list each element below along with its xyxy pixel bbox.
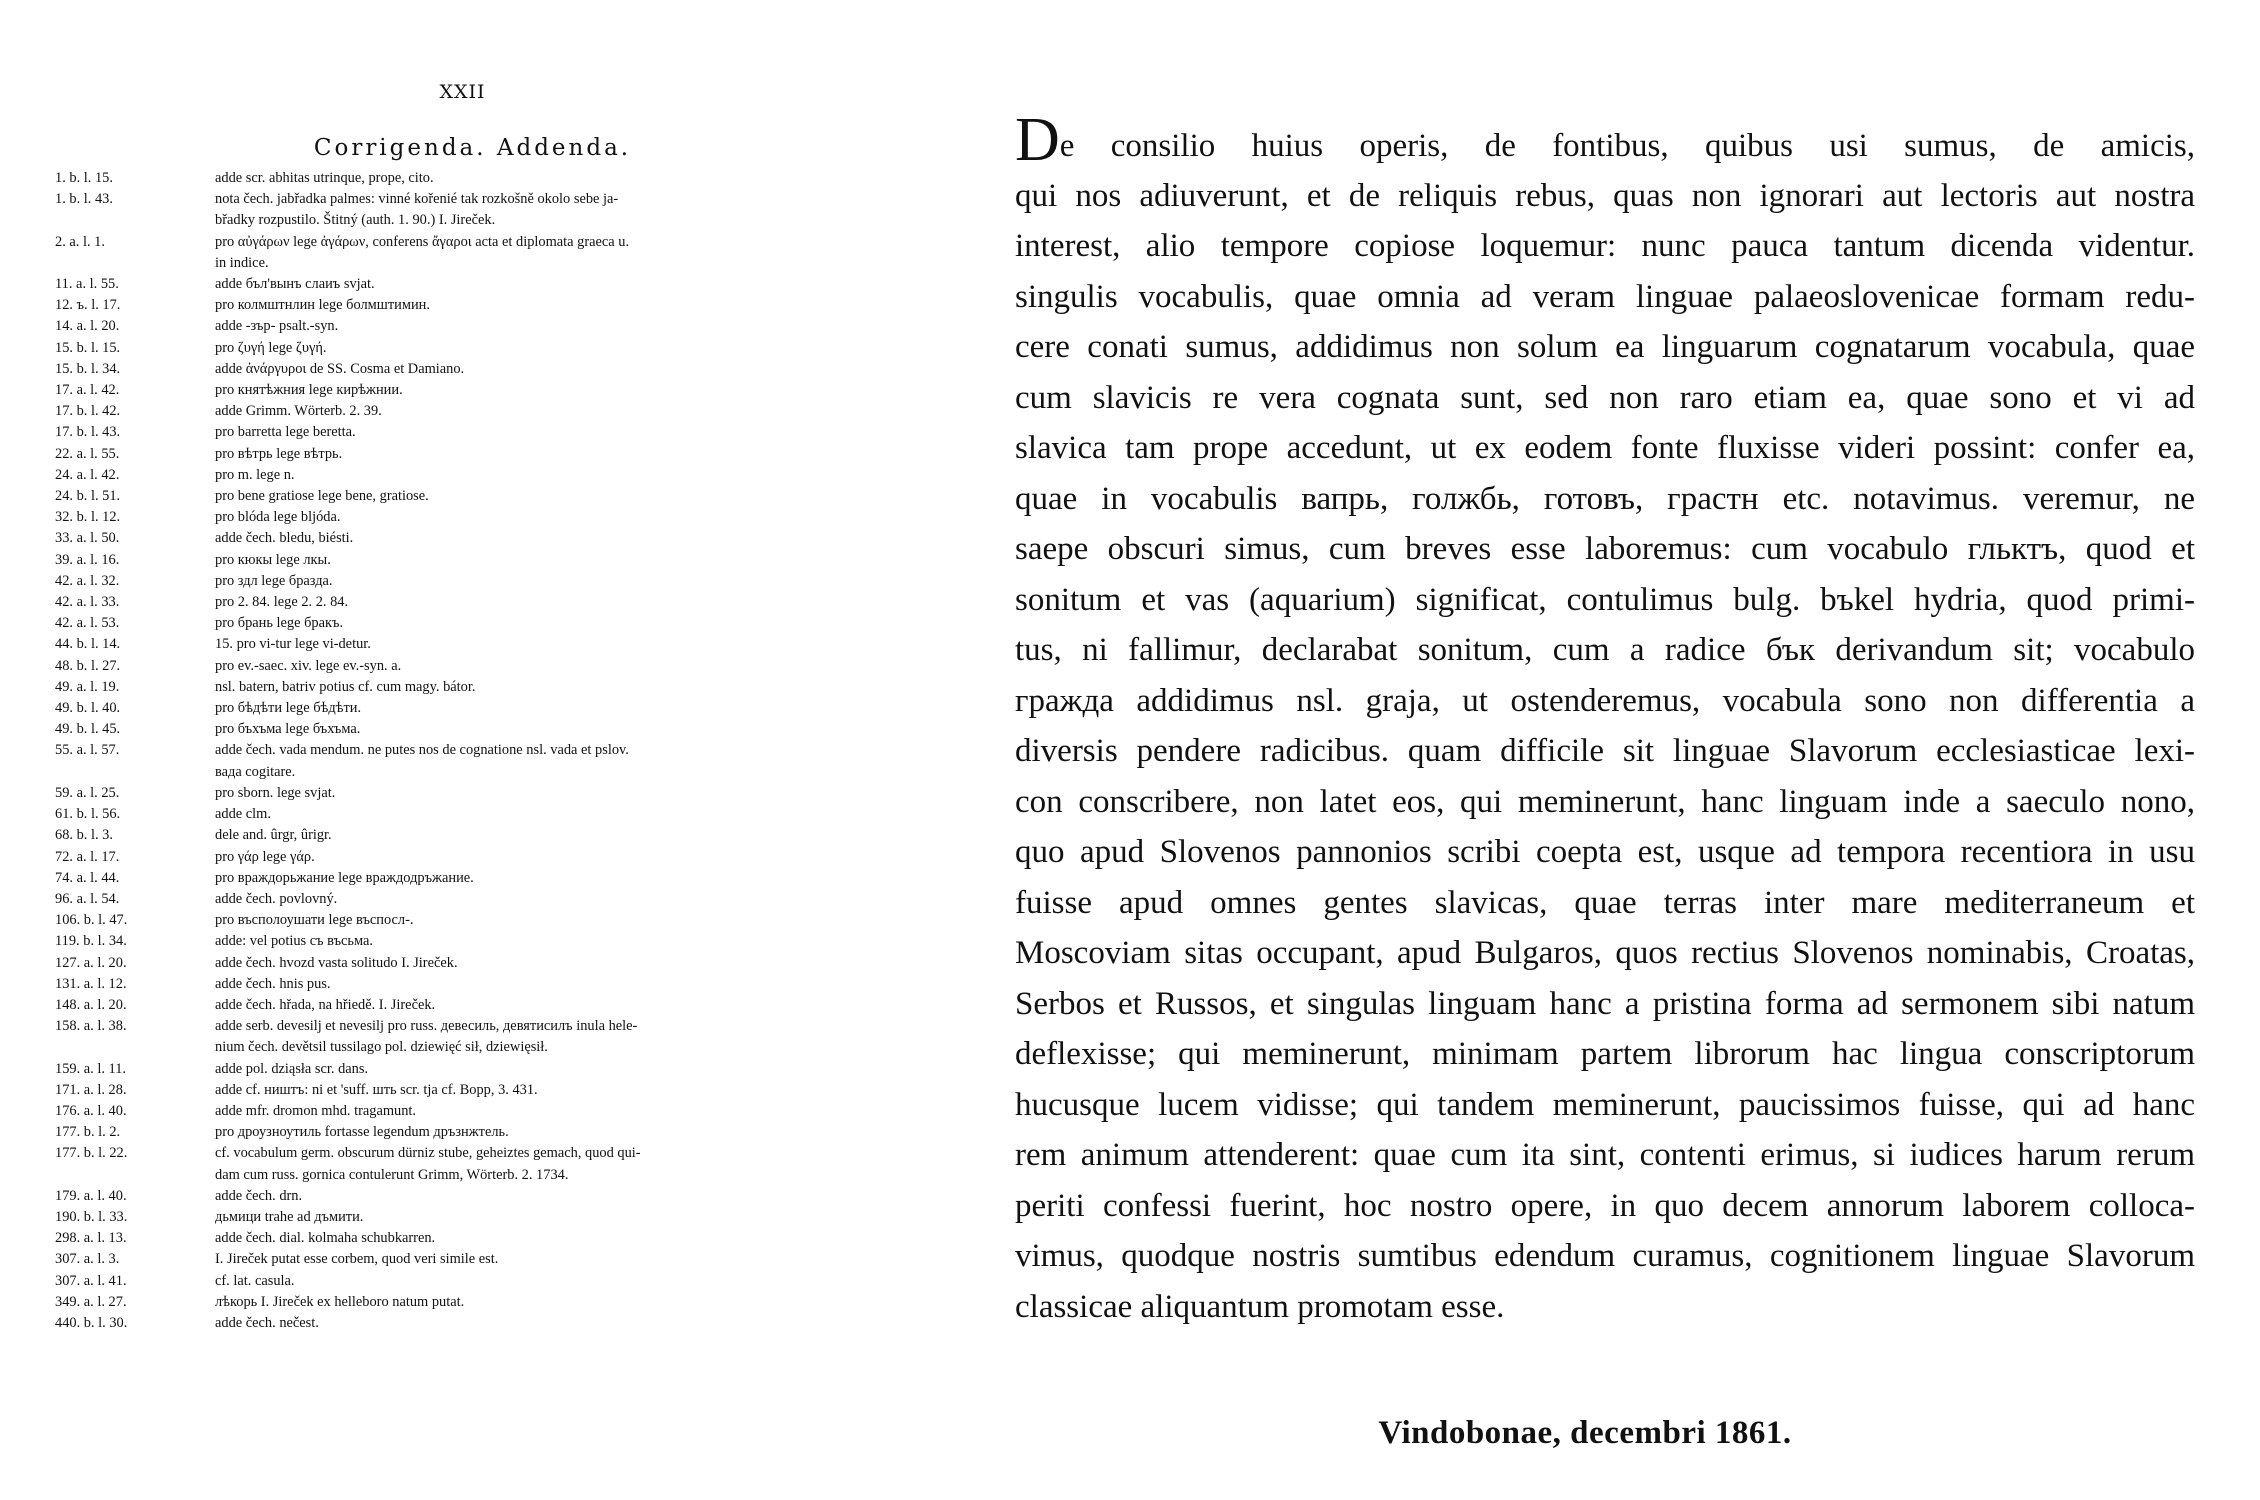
corrigenda-entry <box>55 274 930 295</box>
preface-line <box>1015 423 2195 474</box>
preface-line <box>1015 106 2195 174</box>
entry-text: pro ev.-saec. xiv. lege ev.-syn. a. <box>215 657 402 674</box>
entry-reference: 12. ъ. l. 17. <box>55 297 121 314</box>
entry-reference: 148. a. l. 20. <box>55 996 127 1013</box>
corrigenda-entry <box>55 995 930 1016</box>
corrigenda-entry <box>55 465 930 486</box>
entry-text: дьмици trahe ad дъмити. <box>215 1208 364 1225</box>
entry-text: pro bene gratiose lege bene, gratiose. <box>215 488 429 505</box>
entry-reference: 177. b. l. 2. <box>55 1124 121 1141</box>
entry-reference: 1. b. l. 15. <box>55 170 113 186</box>
entry-text: cf. lat. casula. <box>215 1272 295 1289</box>
preface-line-text: slavica tam prope accedunt, ut ex eodem fonte fluxisse videri possint: confer ea, <box>1015 430 2195 466</box>
corrigenda-entry <box>55 592 930 613</box>
corrigenda-entry <box>55 1016 930 1037</box>
corrigenda-entry <box>55 1271 930 1292</box>
preface-line <box>1015 373 2195 424</box>
entry-text: pro barretta lege beretta. <box>215 424 356 441</box>
corrigenda-entry <box>55 1122 930 1143</box>
preface-line-text: singulis vocabulis, quae omnia ad veram linguae palaeoslovenicae formam redu- <box>1015 278 2195 315</box>
entry-reference: 119. b. l. 34. <box>55 933 127 950</box>
preface-line <box>1015 1080 2195 1131</box>
preface-line-text: classicae aliquantum promotam esse. <box>1015 1288 1505 1325</box>
entry-text: pro княтѣжния lege кирѣжнии. <box>215 382 403 399</box>
entry-reference: 22. a. l. 55. <box>55 445 120 462</box>
entry-reference: 17. b. l. 42. <box>55 403 121 420</box>
entry-text: nota čech. jabřadka palmes: vinné kořenié tak rozkošně okolo sebe ja- <box>215 191 619 208</box>
corrigenda-entry <box>55 953 930 974</box>
corrigenda-entry <box>55 295 930 316</box>
corrigenda-entry <box>55 634 930 655</box>
entry-reference: 33. a. l. 50. <box>55 530 120 547</box>
entry-reference: 131. a. l. 12. <box>55 975 127 992</box>
entry-reference: 59. a. l. 25. <box>55 784 120 801</box>
preface-line <box>1015 1029 2195 1080</box>
entry-text: pro вѣтрь lege вѣтрь. <box>215 445 343 462</box>
entry-text: pro брань lege бракъ. <box>215 615 344 632</box>
entry-reference: 2. a. l. 1. <box>55 233 105 250</box>
entry-reference: 32. b. l. 12. <box>55 509 121 526</box>
left-page <box>55 78 930 1478</box>
corrigenda-entry <box>55 847 930 868</box>
entry-text: pro sborn. lege svjat. <box>215 784 336 801</box>
entry-text: adde mfr. dromon mhd. tragamunt. <box>215 1102 417 1119</box>
entry-text: вада cogitare. <box>215 763 296 780</box>
corrigenda-list <box>55 168 930 1334</box>
entry-reference: 159. a. l. 11. <box>55 1060 127 1077</box>
entry-text: adde Grimm. Wörterb. 2. 39. <box>215 403 382 420</box>
corrigenda-entry <box>55 1059 930 1080</box>
entry-reference: 11. a. l. 55. <box>55 276 119 293</box>
entry-reference <box>55 210 215 231</box>
entry-text: adde čech. povlovný. <box>215 890 338 907</box>
corrigenda-entry <box>55 1186 930 1207</box>
entry-reference: 17. b. l. 43. <box>55 424 121 441</box>
entry-text: pro 2. 84. lege 2. 2. 84. <box>215 594 349 611</box>
entry-reference: 42. a. l. 32. <box>55 572 120 589</box>
corrigenda-entry <box>55 444 930 465</box>
preface-line <box>1015 1181 2195 1232</box>
entry-text: adde čech. dial. kolmaha schubkarren. <box>215 1230 436 1247</box>
entry-reference: 74. a. l. 44. <box>55 869 120 886</box>
entry-text: adde ἀνάργυροι de SS. Cosma et Damiano. <box>215 360 465 377</box>
entry-text: adde čech. vada mendum. ne putes nos de cognatione nsl. vada et pslov. <box>215 742 629 759</box>
corrigenda-entry <box>55 698 930 719</box>
entry-text: adde čech. hřada, na hřiedě. I. Jireček. <box>215 996 436 1013</box>
entry-reference: 72. a. l. 17. <box>55 848 120 865</box>
corrigenda-entry <box>55 253 930 274</box>
entry-text: adde čech. hnis pus. <box>215 975 331 992</box>
corrigenda-entry <box>55 613 930 634</box>
preface-line-text: e consilio huius operis, de fontibus, quibus usi sumus, de amicis, <box>1059 128 2195 164</box>
corrigenda-entry <box>55 910 930 931</box>
preface-line-text: cere conati sumus, addidimus non solum ea linguarum cognatarum vocabula, quae <box>1015 329 2195 365</box>
drop-cap: D <box>1015 106 1060 174</box>
corrigenda-entry <box>55 656 930 677</box>
entry-reference: 39. a. l. 16. <box>55 551 120 568</box>
corrigenda-entry <box>55 210 930 231</box>
entry-reference: 96. a. l. 54. <box>55 890 120 907</box>
entry-reference: 15. b. l. 34. <box>55 360 121 377</box>
entry-reference: 106. b. l. 47. <box>55 912 128 929</box>
entry-text: I. Jireček putat esse corbem, quod veri simile est. <box>215 1251 499 1268</box>
preface-line <box>1015 575 2195 626</box>
corrigenda-entry <box>55 1207 930 1228</box>
corrigenda-entry <box>55 528 930 549</box>
entry-reference <box>55 762 215 783</box>
entry-text: pro бѣдѣти lege бѣдѣти. <box>215 700 362 717</box>
entry-text: adde čech. drn. <box>215 1187 303 1204</box>
entry-reference: 61. b. l. 56. <box>55 806 121 823</box>
entry-reference <box>55 1165 215 1186</box>
entry-text: pro здл lege бразда. <box>215 572 333 589</box>
preface-line <box>1015 777 2195 828</box>
entry-reference: 24. b. l. 51. <box>55 488 121 505</box>
entry-reference: 298. a. l. 13. <box>55 1230 127 1247</box>
preface-line <box>1015 1231 2195 1282</box>
entry-reference: 176. a. l. 40. <box>55 1102 127 1119</box>
entry-reference: 171. a. l. 28. <box>55 1081 127 1098</box>
page-number: XXII <box>439 81 486 103</box>
entry-text: adde cf. ништъ: ni et 'suff. шть scr. tja cf. Bopp, 3. 431. <box>215 1081 538 1098</box>
entry-reference: 1. b. l. 43. <box>55 191 113 208</box>
entry-text: břadky rozpustilo. Štitný (auth. 1. 90.) I. Jireček. <box>215 212 496 229</box>
preface-line <box>1015 878 2195 929</box>
entry-reference: 14. a. l. 20. <box>55 318 120 335</box>
entry-reference: 49. b. l. 45. <box>55 721 121 738</box>
preface-line <box>1015 676 2195 727</box>
corrigenda-entry <box>55 868 930 889</box>
corrigenda-entry <box>55 762 930 783</box>
corrigenda-entry <box>55 316 930 337</box>
entry-text: adde čech. hvozd vasta solitudo I. Jireček. <box>215 954 458 971</box>
entry-text: adde serb. devesilj et nevesilj pro russ. девесиль, девятисилъ inula hele- <box>215 1018 638 1035</box>
preface-line-text: quo apud Slovenos pannonios scribi coepta est, usque ad tempora recentiora in usu <box>1015 834 2195 870</box>
entry-reference: 42. a. l. 53. <box>55 615 120 632</box>
entry-text: pro blóda lege bljóda. <box>215 509 341 526</box>
entry-reference: 127. a. l. 20. <box>55 954 127 971</box>
corrigenda-entry <box>55 889 930 910</box>
entry-reference: 55. a. l. 57. <box>55 742 120 759</box>
corrigenda-entry <box>55 740 930 761</box>
preface-line-text: diversis pendere radicibus. quam difficile sit linguae Slavorum ecclesiasticae lexi- <box>1015 733 2195 769</box>
entry-text: adde čech. bledu, biésti. <box>215 530 354 547</box>
preface-line <box>1015 1130 2195 1181</box>
corrigenda-entry <box>55 1292 930 1313</box>
entry-text: pro ζυγή lege ζυγή. <box>215 339 327 356</box>
preface-line <box>1015 979 2195 1030</box>
entry-reference: 24. a. l. 42. <box>55 466 120 483</box>
preface-line-text: Moscoviam sitas occupant, apud Bulgaros, quos rectius Slovenos nominabis, Croatas, <box>1015 935 2195 971</box>
entry-text: nium čech. devětsil tussilago pol. dziewięć sił, dziewięsił. <box>215 1039 548 1056</box>
corrigenda-entry <box>55 1101 930 1122</box>
preface-line <box>1015 474 2195 525</box>
corrigenda-entry <box>55 1143 930 1164</box>
right-page <box>1015 106 2195 1460</box>
preface-line-text: cum slavicis re vera cognata sunt, sed non raro etiam ea, quae sono et vi ad <box>1015 379 2195 416</box>
preface-line-text: Serbos et Russos, et singulas linguam hanc a pristina forma ad sermonem sibi natum <box>1015 985 2195 1022</box>
preface-line-text: saepe obscuri simus, cum breves esse laboremus: cum vocabulo гльктъ, quod et <box>1015 531 2195 567</box>
preface-text <box>1015 106 2195 1332</box>
entry-text: in indice. <box>215 254 269 271</box>
corrigenda-entry <box>55 804 930 825</box>
entry-text: dele and. ûrgr, ûrigr. <box>215 827 332 844</box>
corrigenda-entry <box>55 1249 930 1270</box>
entry-reference: 307. a. l. 3. <box>55 1251 120 1268</box>
preface-line <box>1015 272 2195 323</box>
corrigenda-entry <box>55 825 930 846</box>
entry-reference: 48. b. l. 27. <box>55 657 121 674</box>
preface-line <box>1015 625 2195 676</box>
corrigenda-entry <box>55 1313 930 1334</box>
entry-reference <box>55 1037 215 1058</box>
preface-line-text: interest, alio tempore copiose loquemur: nunc pauca tantum dicenda videntur. <box>1015 228 2195 264</box>
corrigenda-title: Corrigenda. Addenda. <box>313 135 632 161</box>
preface-line-text: periti confessi fuerint, hoc nostro opere, in quo decem annorum laborem colloca- <box>1015 1187 2195 1224</box>
entry-text: cf. vocabulum germ. obscurum dürniz stube, geheiztes gemach, quod qui- <box>215 1145 641 1162</box>
entry-text: pro враждорьжание lege враждодръжание. <box>215 869 474 886</box>
entry-text: pro кюкы lege лкы. <box>215 551 331 568</box>
entry-text: pro αὐγάρων lege ἀγάρων, conferens ἄγαροι acta et diplomata graeca u. <box>215 233 630 250</box>
entry-text: nsl. batern, batriv potius cf. cum magy. bátor. <box>215 678 476 695</box>
corrigenda-entry <box>55 1228 930 1249</box>
entry-reference: 44. b. l. 14. <box>55 636 121 653</box>
preface-line <box>1015 322 2195 373</box>
corrigenda-entry <box>55 168 930 189</box>
entry-text: pro колмштнлин lege болмштимин. <box>215 297 430 314</box>
preface-line-text: con conscribere, non latet eos, qui meminerunt, hanc linguam inde a saeculo nono, <box>1015 783 2195 820</box>
preface-line-text: quae in vocabulis вапрь, голжбь, готовъ, грастн etc. notavimus. veremur, ne <box>1015 480 2195 517</box>
entry-text: adde pol. dziąsła scr. dans. <box>215 1060 369 1077</box>
preface-line <box>1015 171 2195 222</box>
entry-text: pro дроузноутиль fortasse legendum дръзнжтель. <box>215 1124 509 1141</box>
entry-reference: 349. a. l. 27. <box>55 1293 127 1310</box>
entry-text: лѣкорь I. Jireček ex helleboro natum putat. <box>215 1293 465 1310</box>
corrigenda-entry <box>55 338 930 359</box>
entry-reference: 307. a. l. 41. <box>55 1272 127 1289</box>
preface-line-text: qui nos adiuverunt, et de reliquis rebus, quas non ignorari aut lectoris aut nostra <box>1015 177 2195 214</box>
entry-text: adde бъл'вынъ слаиъ svjat. <box>215 276 375 293</box>
entry-reference: 177. b. l. 22. <box>55 1145 128 1162</box>
corrigenda-entry <box>55 1037 930 1058</box>
entry-text: pro m. lege n. <box>215 466 295 483</box>
entry-reference: 179. a. l. 40. <box>55 1187 127 1204</box>
corrigenda-entry <box>55 232 930 253</box>
preface-line <box>1015 726 2195 777</box>
entry-text: adde čech. nečest. <box>215 1314 319 1331</box>
corrigenda-entry <box>55 1165 930 1186</box>
entry-text: adde clm. <box>215 806 271 823</box>
entry-text: dam cum russ. gornica contulerunt Grimm, Wörterb. 2. 1734. <box>215 1166 569 1183</box>
entry-text: adde scr. abhitas utrinque, prope, cito. <box>215 170 434 186</box>
corrigenda-entry <box>55 783 930 804</box>
corrigenda-entry <box>55 571 930 592</box>
corrigenda-entry <box>55 974 930 995</box>
corrigenda-entry <box>55 359 930 380</box>
preface-line <box>1015 524 2195 575</box>
entry-text: pro въсполоушати lege въспосл-. <box>215 912 414 929</box>
entry-reference: 15. b. l. 15. <box>55 339 121 356</box>
entry-text: pro γάρ lege γάρ. <box>215 848 315 865</box>
corrigenda-entry <box>55 189 930 210</box>
preface-line-text: tus, ni fallimur, declarabat sonitum, cum a radice бък derivandum sit; vocabulo <box>1015 632 2195 668</box>
corrigenda-entry <box>55 677 930 698</box>
preface-line-text: hucusque lucem vidisse; qui tandem meminerunt, paucissimos fuisse, qui ad hanc <box>1015 1086 2195 1123</box>
preface-line-text: deflexisse; qui meminerunt, minimam partem librorum hac lingua conscriptorum <box>1015 1036 2195 1072</box>
corrigenda-entry <box>55 550 930 571</box>
preface-line-text: гражда addidimus nsl. graja, ut ostenderemus, vocabula sono non differentia a <box>1015 682 2195 719</box>
entry-reference: 190. b. l. 33. <box>55 1208 128 1225</box>
corrigenda-entry <box>55 401 930 422</box>
corrigenda-entry <box>55 422 930 443</box>
corrigenda-entry <box>55 931 930 952</box>
entry-text: adde: vel potius съ въсьма. <box>215 933 373 950</box>
entry-reference: 17. a. l. 42. <box>55 382 120 399</box>
entry-reference: 158. a. l. 38. <box>55 1018 127 1035</box>
entry-reference: 49. b. l. 40. <box>55 700 121 717</box>
preface-line-text: fuisse apud omnes gentes slavicas, quae terras inter mare mediterraneum et <box>1015 884 2195 921</box>
entry-text: adde -зър- psalt.-syn. <box>215 318 339 335</box>
corrigenda-entry <box>55 507 930 528</box>
preface-line-text: sonitum et vas (aquarium) significat, contulimus bulg. bъkel hydria, quod primi- <box>1015 581 2195 618</box>
corrigenda-entry <box>55 719 930 740</box>
preface-line <box>1015 827 2195 878</box>
preface-line <box>1015 221 2195 272</box>
entry-reference <box>55 253 215 274</box>
entry-text: pro бъхъма lege бъхъма. <box>215 721 361 738</box>
preface-line-text: rem animum attenderent: quae cum ita sint, contenti erimus, si iudices harum rerum <box>1015 1137 2195 1173</box>
signoff: Vindobonae, decembri 1861. <box>1378 1415 1792 1451</box>
preface-line <box>1015 1282 2195 1333</box>
entry-reference: 42. a. l. 33. <box>55 594 120 611</box>
preface-line-text: vimus, quodque nostris sumtibus edendum curamus, cognitionem linguae Slavorum <box>1015 1238 2195 1274</box>
preface-line <box>1015 928 2195 979</box>
entry-reference: 440. b. l. 30. <box>55 1314 128 1331</box>
entry-reference: 68. b. l. 3. <box>55 827 113 844</box>
entry-text: 15. pro vi-tur lege vi-detur. <box>215 636 371 653</box>
entry-reference: 49. a. l. 19. <box>55 678 120 695</box>
corrigenda-entry <box>55 486 930 507</box>
corrigenda-entry <box>55 1080 930 1101</box>
corrigenda-entry <box>55 380 930 401</box>
